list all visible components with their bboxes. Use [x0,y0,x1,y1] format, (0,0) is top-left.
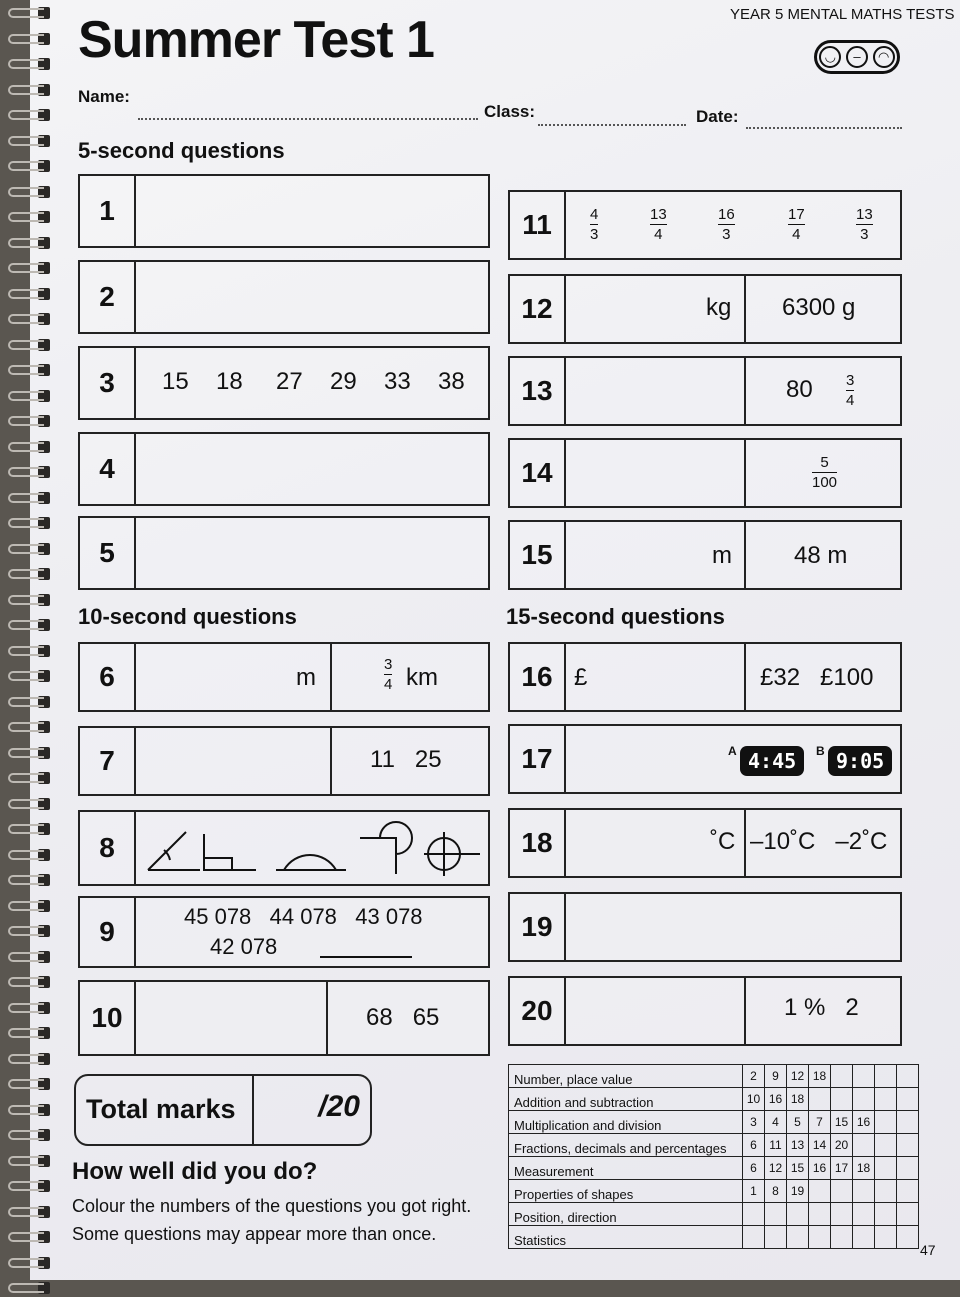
question-number-cell[interactable] [897,1203,919,1226]
spiral-coil [8,30,54,48]
question-number-cell[interactable] [831,1088,853,1111]
question-number-cell[interactable]: 16 [765,1088,787,1111]
question-number: 16 [510,644,566,710]
question-number: 3 [80,348,136,418]
q3-number-2: 27 [276,368,303,395]
section-15-second: 15-second questions [506,604,725,629]
total-marks-label: Total marks [86,1094,236,1124]
spiral-coil [8,1254,54,1272]
question-number-cell[interactable] [809,1180,831,1203]
q13-fraction: 3 4 [846,372,855,409]
spiral-coil [8,4,54,22]
spiral-coil [8,693,54,711]
question-number-cell[interactable] [897,1226,919,1249]
question-number: 8 [80,812,136,884]
q15-unit: m [712,542,732,569]
question-number: 17 [510,726,566,792]
question-number-cell[interactable]: 2 [743,1065,765,1088]
question-number: 14 [510,440,566,506]
clock-b-label: B [816,744,825,758]
question-number-cell[interactable]: 8 [765,1180,787,1203]
question-number-cell[interactable]: 18 [809,1065,831,1088]
q6-fraction: 3 4 [384,656,393,693]
spiral-coil [8,438,54,456]
question-number-cell[interactable]: 15 [787,1157,809,1180]
question-18-box[interactable] [508,808,902,878]
spiral-coil [8,132,54,150]
spiral-coil [8,565,54,583]
question-number-cell[interactable] [875,1157,897,1180]
question-number: 20 [510,978,566,1044]
question-number: 6 [80,644,136,710]
question-number-cell[interactable] [875,1088,897,1111]
spiral-coil [8,81,54,99]
date-label: Date: [696,107,739,126]
q9-sequence-line-2: 42 078 [210,934,278,959]
question-1-box[interactable] [78,174,490,248]
question-number-cell[interactable] [875,1111,897,1134]
spiral-coil [8,1101,54,1119]
spiral-coil [8,1203,54,1221]
question-9-box[interactable] [78,896,490,968]
spiral-coil [8,591,54,609]
q6-unit: m [296,664,316,691]
question-number-cell[interactable]: 16 [853,1111,875,1134]
shapes-icon [140,820,486,880]
question-number-cell[interactable] [853,1088,875,1111]
question-number-cell[interactable]: 18 [787,1088,809,1111]
spiral-coil [8,846,54,864]
series-title: YEAR 5 MENTAL MATHS TESTS [730,6,955,23]
spiral-coil [8,1279,54,1297]
question-16-box[interactable] [508,642,902,712]
topic-row [509,1203,919,1226]
question-number-cell[interactable] [831,1226,853,1249]
q18-given: –10˚C –2˚C [750,828,888,855]
question-number-cell[interactable] [875,1065,897,1088]
question-number-cell[interactable] [831,1065,853,1088]
question-number-cell[interactable]: 3 [743,1111,765,1134]
q11-fraction-1: 4 3 [590,206,599,243]
spiral-coil [8,999,54,1017]
spiral-coil [8,718,54,736]
question-6-box[interactable] [78,642,490,712]
question-number-cell[interactable] [875,1134,897,1157]
clock-a-label: A [728,744,737,758]
question-number-cell[interactable]: 15 [831,1111,853,1134]
spiral-coil [8,336,54,354]
spiral-coil [8,540,54,558]
question-number: 9 [80,898,136,966]
spiral-coil [8,897,54,915]
question-number-cell[interactable] [831,1180,853,1203]
digital-clock-a: 4:45 [740,746,804,776]
q10-given: 68 65 [366,1004,440,1031]
question-number-cell[interactable] [831,1203,853,1226]
spiral-coil [8,642,54,660]
spiral-coil [8,1228,54,1246]
section-10-second: 10-second questions [78,604,297,629]
spiral-coil [8,310,54,328]
total-marks-value: /20 [318,1090,360,1123]
question-number-cell[interactable] [875,1180,897,1203]
digital-clock-b: 9:05 [828,746,892,776]
topic-label: Properties of shapes [509,1180,743,1203]
question-number: 11 [510,192,566,258]
semicircle-icon [276,855,346,870]
spiral-coil [8,1126,54,1144]
question-number-cell[interactable] [787,1226,809,1249]
spiral-coil [8,55,54,73]
spiral-coil [8,183,54,201]
happy-face-icon[interactable]: ◡ [819,46,841,68]
question-number-cell[interactable] [853,1065,875,1088]
spiral-coil [8,973,54,991]
topic-row [509,1065,919,1088]
question-number-cell[interactable] [765,1203,787,1226]
question-number-cell[interactable] [809,1088,831,1111]
question-number-cell[interactable] [875,1226,897,1249]
q12-unit: kg [706,294,732,321]
question-number-cell[interactable] [809,1226,831,1249]
spiral-coil [8,616,54,634]
question-number-cell[interactable]: 9 [765,1065,787,1088]
question-5-box[interactable] [78,516,490,590]
spiral-coil [8,820,54,838]
question-number-cell[interactable] [853,1134,875,1157]
name-label: Name: [78,87,130,106]
question-number: 5 [80,518,136,588]
question-number-cell[interactable] [897,1088,919,1111]
spiral-coil [8,1075,54,1093]
page-title: Summer Test 1 [78,11,434,69]
question-number-cell[interactable]: 6 [743,1134,765,1157]
question-number: 2 [80,262,136,332]
topic-label: Addition and subtraction [509,1088,743,1111]
spiral-coil [8,1024,54,1042]
topic-label: Statistics [509,1226,743,1249]
question-number: 12 [510,276,566,342]
question-number-cell[interactable] [787,1203,809,1226]
q16-prefix: £ [574,664,588,691]
q9-answer-blank[interactable] [320,956,412,958]
question-number-cell[interactable] [897,1180,919,1203]
spiral-coil [8,361,54,379]
q3-number-3: 29 [330,368,357,395]
question-number-cell[interactable]: 12 [765,1157,787,1180]
question-19-box[interactable] [508,892,902,962]
how-well-heading: How well did you do? [72,1158,318,1185]
name-field[interactable] [138,118,478,120]
spiral-coil [8,234,54,252]
section-5-second: 5-second questions [78,138,285,163]
question-number-cell[interactable]: 5 [787,1111,809,1134]
spiral-coil [8,157,54,175]
question-number-cell[interactable] [853,1203,875,1226]
question-number-cell[interactable] [897,1134,919,1157]
question-number-cell[interactable]: 18 [853,1157,875,1180]
topic-label: Multiplication and division [509,1111,743,1134]
q6-given-unit: km [406,664,438,691]
instruction-line-1: Colour the numbers of the questions you got right. [72,1196,472,1216]
q9-sequence-line-1: 45 078 44 078 43 078 [184,904,423,929]
q11-fraction-2: 13 4 [650,206,667,243]
spiral-coil [8,285,54,303]
topic-row [509,1157,919,1180]
spiral-coil [8,795,54,813]
question-number-cell[interactable] [897,1111,919,1134]
spiral-coil [8,489,54,507]
topic-grid [508,1064,919,1249]
date-field[interactable] [746,127,902,129]
question-20-box[interactable] [508,976,902,1046]
q3-number-5: 38 [438,368,465,395]
question-number-cell[interactable]: 16 [809,1157,831,1180]
neutral-face-icon[interactable]: – [846,46,868,68]
question-number-cell[interactable] [897,1065,919,1088]
spiral-coil [8,1177,54,1195]
question-12-box[interactable] [508,274,902,344]
q3-number-1: 18 [216,368,243,395]
question-number-cell[interactable]: 12 [787,1065,809,1088]
question-number-cell[interactable]: 4 [765,1111,787,1134]
q18-unit: ˚C [710,828,736,855]
question-number-cell[interactable]: 17 [831,1157,853,1180]
question-number-cell[interactable]: 19 [787,1180,809,1203]
question-number: 1 [80,176,136,246]
question-8-box[interactable] [78,810,490,886]
topic-label: Measurement [509,1157,743,1180]
q15-given: 48 m [794,542,848,569]
question-10-box[interactable] [78,980,490,1056]
q12-given: 6300 g [782,294,856,321]
topic-label: Fractions, decimals and percentages [509,1134,743,1157]
topic-row [509,1134,919,1157]
instruction-line-2: Some questions may appear more than once. [72,1224,437,1244]
question-2-box[interactable] [78,260,490,334]
question-11-box[interactable] [508,190,902,260]
topic-label: Position, direction [509,1203,743,1226]
spiral-coil [8,106,54,124]
topic-row [509,1088,919,1111]
question-number: 15 [510,522,566,588]
question-7-box[interactable] [78,726,490,796]
question-number-cell[interactable]: 20 [831,1134,853,1157]
question-3-box[interactable] [78,346,490,420]
q3-number-0: 15 [162,368,189,395]
spiral-coil [8,1152,54,1170]
topic-label: Number, place value [509,1065,743,1088]
question-number: 4 [80,434,136,504]
spiral-coil [8,744,54,762]
question-14-box[interactable] [508,438,902,508]
spiral-coil [8,387,54,405]
question-number-cell[interactable]: 6 [743,1157,765,1180]
q20-given: 1 % 2 [784,994,859,1021]
spiral-coil [8,769,54,787]
question-4-box[interactable] [78,432,490,506]
question-number-cell[interactable] [875,1203,897,1226]
question-number-cell[interactable]: 11 [765,1134,787,1157]
question-number-cell[interactable] [809,1203,831,1226]
spiral-coil [8,259,54,277]
spiral-coil [8,922,54,940]
spiral-coil [8,1050,54,1068]
question-number-cell[interactable]: 14 [809,1134,831,1157]
q14-fraction: 5 100 [812,454,838,491]
question-number: 13 [510,358,566,424]
spiral-coil [8,463,54,481]
smiley-faces [814,40,900,74]
q11-fraction-4: 17 4 [788,206,805,243]
sad-face-icon[interactable]: ◠ [873,46,895,68]
quarter-circle-icon [360,822,412,874]
q16-given: £32 £100 [760,664,874,691]
class-field[interactable] [538,124,686,126]
spiral-binding [0,0,56,1280]
question-17-box[interactable] [508,724,902,794]
question-number: 18 [510,810,566,876]
question-number: 7 [80,728,136,794]
question-number: 19 [510,894,566,960]
acute-angle-icon [148,832,200,870]
question-13-box[interactable] [508,356,902,426]
question-number-cell[interactable] [897,1157,919,1180]
question-number-cell[interactable]: 13 [787,1134,809,1157]
question-number-cell[interactable] [743,1226,765,1249]
q13-whole: 80 [786,376,813,403]
question-number-cell[interactable]: 1 [743,1180,765,1203]
question-15-box[interactable] [508,520,902,590]
question-number: 10 [80,982,136,1054]
question-number-cell[interactable]: 10 [743,1088,765,1111]
page-number: 47 [920,1242,936,1258]
class-label: Class: [484,102,536,121]
right-angle-icon [204,834,256,870]
q7-given: 11 25 [370,746,442,773]
q3-number-4: 33 [384,368,411,395]
question-number-cell[interactable] [743,1203,765,1226]
question-number-cell[interactable] [853,1226,875,1249]
topic-row [509,1180,919,1203]
spiral-coil [8,948,54,966]
spiral-coil [8,208,54,226]
q11-fraction-3: 16 3 [718,206,735,243]
spiral-coil [8,514,54,532]
spiral-coil [8,412,54,430]
topic-row [509,1111,919,1134]
spiral-coil [8,871,54,889]
question-number-cell[interactable]: 7 [809,1111,831,1134]
q11-fraction-5: 13 3 [856,206,873,243]
question-number-cell[interactable] [853,1180,875,1203]
topic-row [509,1226,919,1249]
question-number-cell[interactable] [765,1226,787,1249]
total-marks-box[interactable] [74,1074,372,1146]
spiral-coil [8,667,54,685]
